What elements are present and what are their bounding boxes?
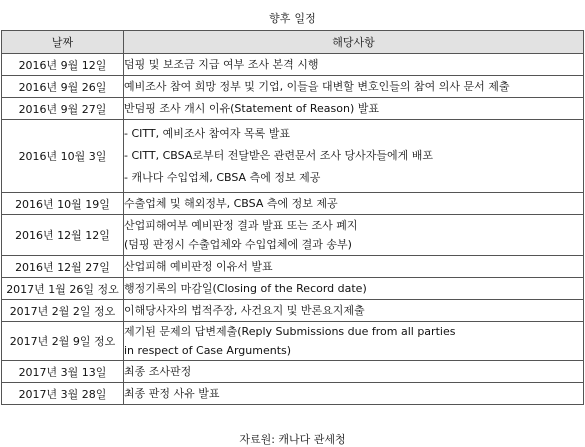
item-cell	[124, 215, 584, 256]
item-cell	[124, 361, 584, 383]
item-cell	[124, 120, 584, 193]
item-cell	[124, 54, 584, 76]
date-cell: 2017년 1월 26일 정오	[2, 278, 124, 300]
table-row	[2, 98, 584, 120]
item-line: 제기된 문제의 답변제출(Reply Submissions due from all parties	[124, 325, 456, 338]
date-cell: 2017년 2월 2일 정오	[2, 300, 124, 322]
item-cell	[124, 322, 584, 361]
header-row	[2, 31, 584, 54]
item-cell	[124, 278, 584, 300]
item-cell	[124, 98, 584, 120]
header-item: 해당사항	[124, 31, 584, 54]
table-row	[2, 300, 584, 322]
date-cell: 2016년 9월 27일	[2, 98, 124, 120]
item-line: 산업피해여부 예비판정 결과 발표 또는 조사 폐지	[124, 219, 358, 232]
item-line: - CITT, CBSA로부터 전달받은 관련문서 조사 당사자들에게 배포	[124, 149, 434, 162]
item-line: 산업피해 예비판정 이유서 발표	[124, 260, 273, 273]
item-line: 반덤핑 조사 개시 이유(Statement of Reason) 발표	[124, 102, 380, 115]
date-cell: 2016년 10월 3일	[2, 120, 124, 193]
date-cell: 2016년 12월 12일	[2, 215, 124, 256]
date-cell: 2017년 3월 13일	[2, 361, 124, 383]
item-cell	[124, 76, 584, 98]
date-cell: 2016년 9월 12일	[2, 54, 124, 76]
table-row	[2, 76, 584, 98]
date-cell: 2016년 9월 26일	[2, 76, 124, 98]
item-line: 이해당사자의 법적주장, 사건요지 및 반론요지제출	[124, 304, 365, 317]
table-row	[2, 322, 584, 361]
item-line: 행정기록의 마감일(Closing of the Record date)	[124, 282, 367, 295]
table-row	[2, 215, 584, 256]
header-date: 날짜	[2, 31, 124, 54]
table-row	[2, 278, 584, 300]
date-cell: 2016년 12월 27일	[2, 256, 124, 278]
item-line: (덤핑 판정시 수출업체와 수입업체에 결과 송부)	[124, 238, 352, 251]
table-row	[2, 383, 584, 405]
item-line: 예비조사 참여 희망 정부 및 기업, 이들을 대변할 변호인들의 참여 의사 문서 제출	[124, 80, 510, 93]
item-cell	[124, 383, 584, 405]
item-line: 최종 조사판정	[124, 365, 192, 378]
item-line: 수출업체 및 해외정부, CBSA 측에 정보 제공	[124, 197, 338, 210]
table-row	[2, 256, 584, 278]
date-cell: 2016년 10월 19일	[2, 193, 124, 215]
schedule-table	[1, 30, 584, 405]
date-cell: 2017년 3월 28일	[2, 383, 124, 405]
item-line: - 캐나다 수입업체, CBSA 측에 정보 제공	[124, 171, 321, 184]
table-row	[2, 54, 584, 76]
source-note: 자료원: 캐나다 관세청	[239, 433, 346, 446]
table-row	[2, 120, 584, 193]
schedule-rows	[2, 54, 584, 405]
item-cell	[124, 193, 584, 215]
table-row	[2, 193, 584, 215]
item-line: in respect of Case Arguments)	[124, 344, 292, 357]
date-cell: 2017년 2월 9일 정오	[2, 322, 124, 361]
item-line: 최종 판정 사유 발표	[124, 387, 220, 400]
item-cell	[124, 300, 584, 322]
table-title: 향후 일정	[268, 12, 316, 25]
item-line: - CITT, 예비조사 참여자 목록 발표	[124, 127, 291, 140]
item-line: 덤핑 및 보조금 지급 여부 조사 본격 시행	[124, 58, 319, 71]
table-row	[2, 361, 584, 383]
item-cell	[124, 256, 584, 278]
